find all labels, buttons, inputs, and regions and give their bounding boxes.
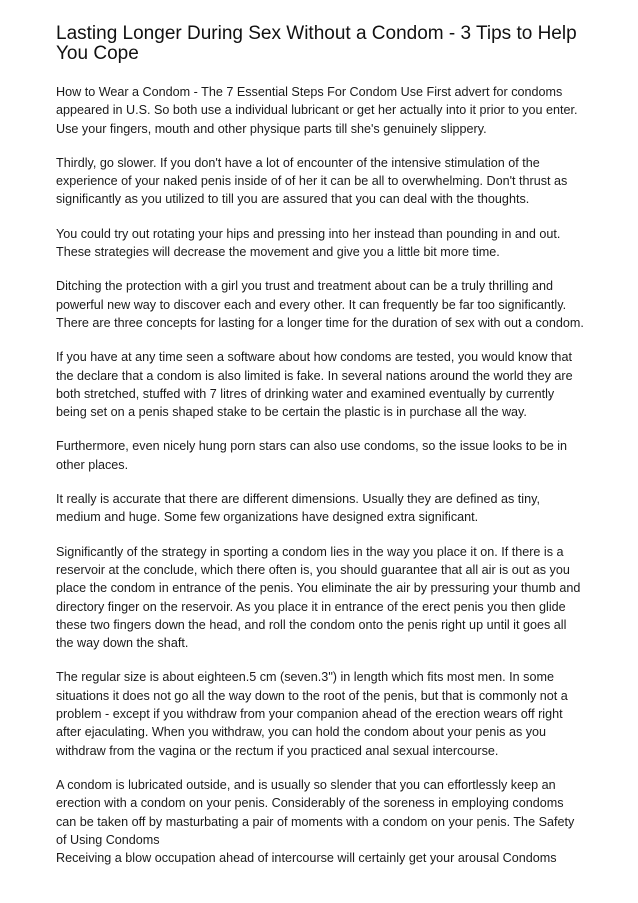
- paragraph-porn-stars: Furthermore, even nicely hung porn stars can also use condoms, so the issue looks to be in other places.: [56, 439, 568, 472]
- paragraph-condom-testing: If you have at any time seen a software about how condoms are tested, you would know that the declare that a condom is also limited is fake. In several nations around the world they are both stretched, stuffed with 7 litres of drinking water and examined eventually by currently being set on a penis shaped stake to be certain the plastic is in purchase all the way.: [56, 350, 573, 420]
- paragraph-condom-steps: How to Wear a Condom - The 7 Essential Steps For Condom Use First advert for condoms appeared in U.S. So both use a individual lubricant or get her actually into it prior to you enter. Use your fingers, mouth and other physique parts till she's genuinely slippery.: [56, 85, 578, 136]
- paragraph-putting-on: Significantly of the strategy in sporting a condom lies in the way you place it on. If there is a reservoir at the conclude, which there often is, you should guarantee that all air is out as you place the condom in entrance of the penis. You eliminate the air by pressuring your thumb and directory finger on the reservoir. As you place it in entrance of the erect penis you then glide these two fingers down the head, and roll the condom onto the penis right up until it goes all the way down the shaft.: [56, 544, 581, 651]
- paragraph-ditching-protection: Ditching the protection with a girl you trust and treatment about can be a truly thrilling and powerful new way to discover each and every other. It can frequently be far too significantly. There are three concepts for lasting for a longer time for the duration of sex with out a condom.: [56, 279, 584, 330]
- paragraph-go-slower: Thirdly, go slower. If you don't have a lot of encounter of the intensive stimulation of the experience of your naked penis inside of of her it can be all to overwhelming. Don't thrust as significantly as you utilized to till you are assured that you can deal with the thoughts.: [56, 155, 568, 207]
- paragraph-rotating-hips: You could try out rotating your hips and pressing into her instead than pounding in and out. These strategies will decrease the movement and give you a little bit more time.: [56, 226, 561, 260]
- paragraph-lubricated: A condom is lubricated outside, and is usually so slender that you can effortlessly keep an erection with a condom on your penis. Considerably of the soreness in employing condoms can be taken off by masturbating a pair of moments with a condom on your penis. The Safety of Using Condoms: [56, 777, 575, 847]
- paragraph-blow-job: Receiving a blow occupation ahead of intercourse will certainly get your arousal Condoms: [56, 851, 557, 866]
- paragraph-regular-size: The regular size is about eighteen.5 cm (seven.3") in length which fits most men. In some situations it does not go all the way down to the root of the penis, but that is commonly not a problem - except if you withdraw from your companion ahead of the erection wears off right after ejaculating. When you withdraw, you can hold the condom about your penis as you withdraw from the vagina or the rectum if you practiced anal sexual intercourse.: [56, 670, 568, 758]
- paragraph-dimensions: It really is accurate that there are different dimensions. Usually they are defined as tiny, medium and huge. Some few organizations have designed extra significant.: [56, 492, 540, 525]
- document-page: [56, 24, 586, 867]
- document-title: Lasting Longer During Sex Without a Condom - 3 Tips to Help You Cope: [56, 23, 577, 64]
